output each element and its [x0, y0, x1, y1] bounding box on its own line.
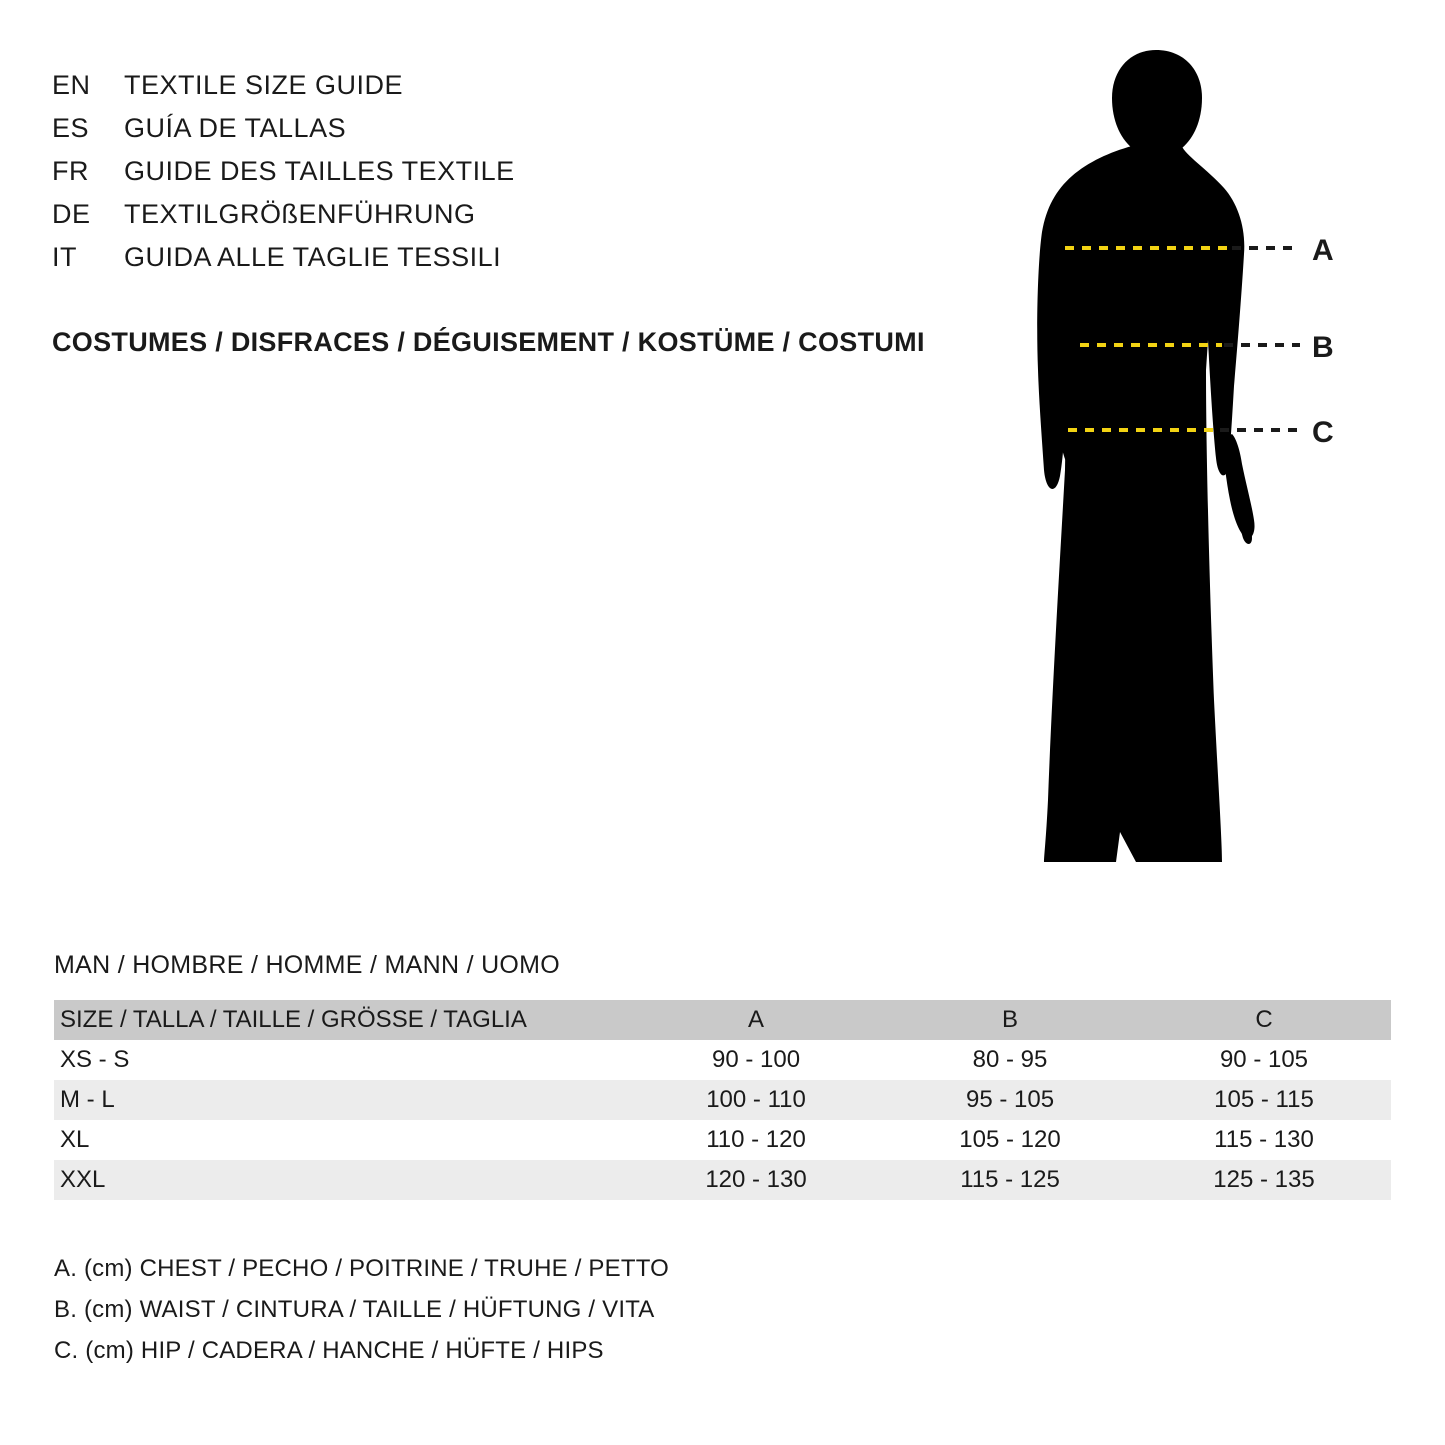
cell-chest: 100 - 110 [706, 1086, 806, 1113]
column-header-b: B [1002, 1006, 1019, 1033]
table-header-row [54, 1000, 1391, 1040]
cell-hip: 115 - 130 [1214, 1126, 1314, 1153]
language-row-es [52, 113, 752, 156]
language-code: FR [52, 156, 89, 186]
legend-item-b: B. (cm) WAIST / CINTURA / TAILLE / HÜFTUNG / VITA [54, 1296, 655, 1323]
language-code: ES [52, 113, 90, 143]
measurement-legend [54, 1248, 669, 1371]
table-body [54, 1040, 1391, 1200]
silhouette-icon [1037, 50, 1254, 862]
language-code: DE [52, 199, 91, 229]
cell-waist: 80 - 95 [972, 1046, 1048, 1073]
column-header-size: SIZE / TALLA / TAILLE / GRÖSSE / TAGLIA [60, 1006, 527, 1033]
cell-waist: 95 - 105 [965, 1086, 1055, 1113]
legend-item-a: A. (cm) CHEST / PECHO / POITRINE / TRUHE / PETTO [54, 1255, 670, 1282]
costumes-subtitle: COSTUMES / DISFRACES / DÉGUISEMENT / KOSTÜME / COSTUMI [52, 327, 925, 357]
cell-size: XXL [60, 1166, 106, 1193]
language-list [52, 70, 752, 285]
column-header-c: C [1255, 1006, 1273, 1033]
table-row [54, 1120, 1391, 1160]
cell-hip: 105 - 115 [1214, 1086, 1314, 1113]
language-row-fr [52, 156, 752, 199]
figure-label-c: C [1312, 416, 1334, 449]
language-title: TEXTILGRÖßENFÜHRUNG [124, 199, 476, 229]
figure-diagram [960, 40, 1400, 890]
table-row [54, 1160, 1391, 1200]
language-title: GUÍA DE TALLAS [124, 113, 347, 143]
language-row-en [52, 70, 752, 113]
size-table [54, 1000, 1391, 1200]
cell-waist: 115 - 125 [960, 1166, 1060, 1193]
cell-size: M - L [60, 1086, 115, 1113]
figure-label-a: A [1312, 234, 1334, 267]
language-row-de [52, 199, 752, 242]
legend-item-c: C. (cm) HIP / CADERA / HANCHE / HÜFTE / HIPS [54, 1337, 604, 1364]
cell-chest: 110 - 120 [706, 1126, 806, 1153]
language-title: GUIDE DES TAILLES TEXTILE [124, 156, 515, 186]
cell-size: XL [60, 1126, 90, 1153]
cell-chest: 90 - 100 [711, 1046, 801, 1073]
column-header-a: A [748, 1006, 765, 1033]
language-title: TEXTILE SIZE GUIDE [124, 70, 404, 100]
cell-size: XS - S [60, 1046, 130, 1073]
table-title: MAN / HOMBRE / HOMME / MANN / UOMO [54, 951, 561, 979]
cell-waist: 105 - 120 [959, 1126, 1061, 1153]
language-code: EN [52, 70, 91, 100]
table-head [54, 1000, 1391, 1040]
language-code: IT [52, 242, 77, 272]
table-row [54, 1080, 1391, 1120]
table-row [54, 1040, 1391, 1080]
language-title: GUIDA ALLE TAGLIE TESSILI [124, 242, 502, 272]
cell-chest: 120 - 130 [705, 1166, 807, 1193]
cell-hip: 125 - 135 [1213, 1166, 1315, 1193]
cell-hip: 90 - 105 [1219, 1046, 1309, 1073]
language-row-it [52, 242, 752, 285]
figure-label-b: B [1312, 331, 1334, 364]
